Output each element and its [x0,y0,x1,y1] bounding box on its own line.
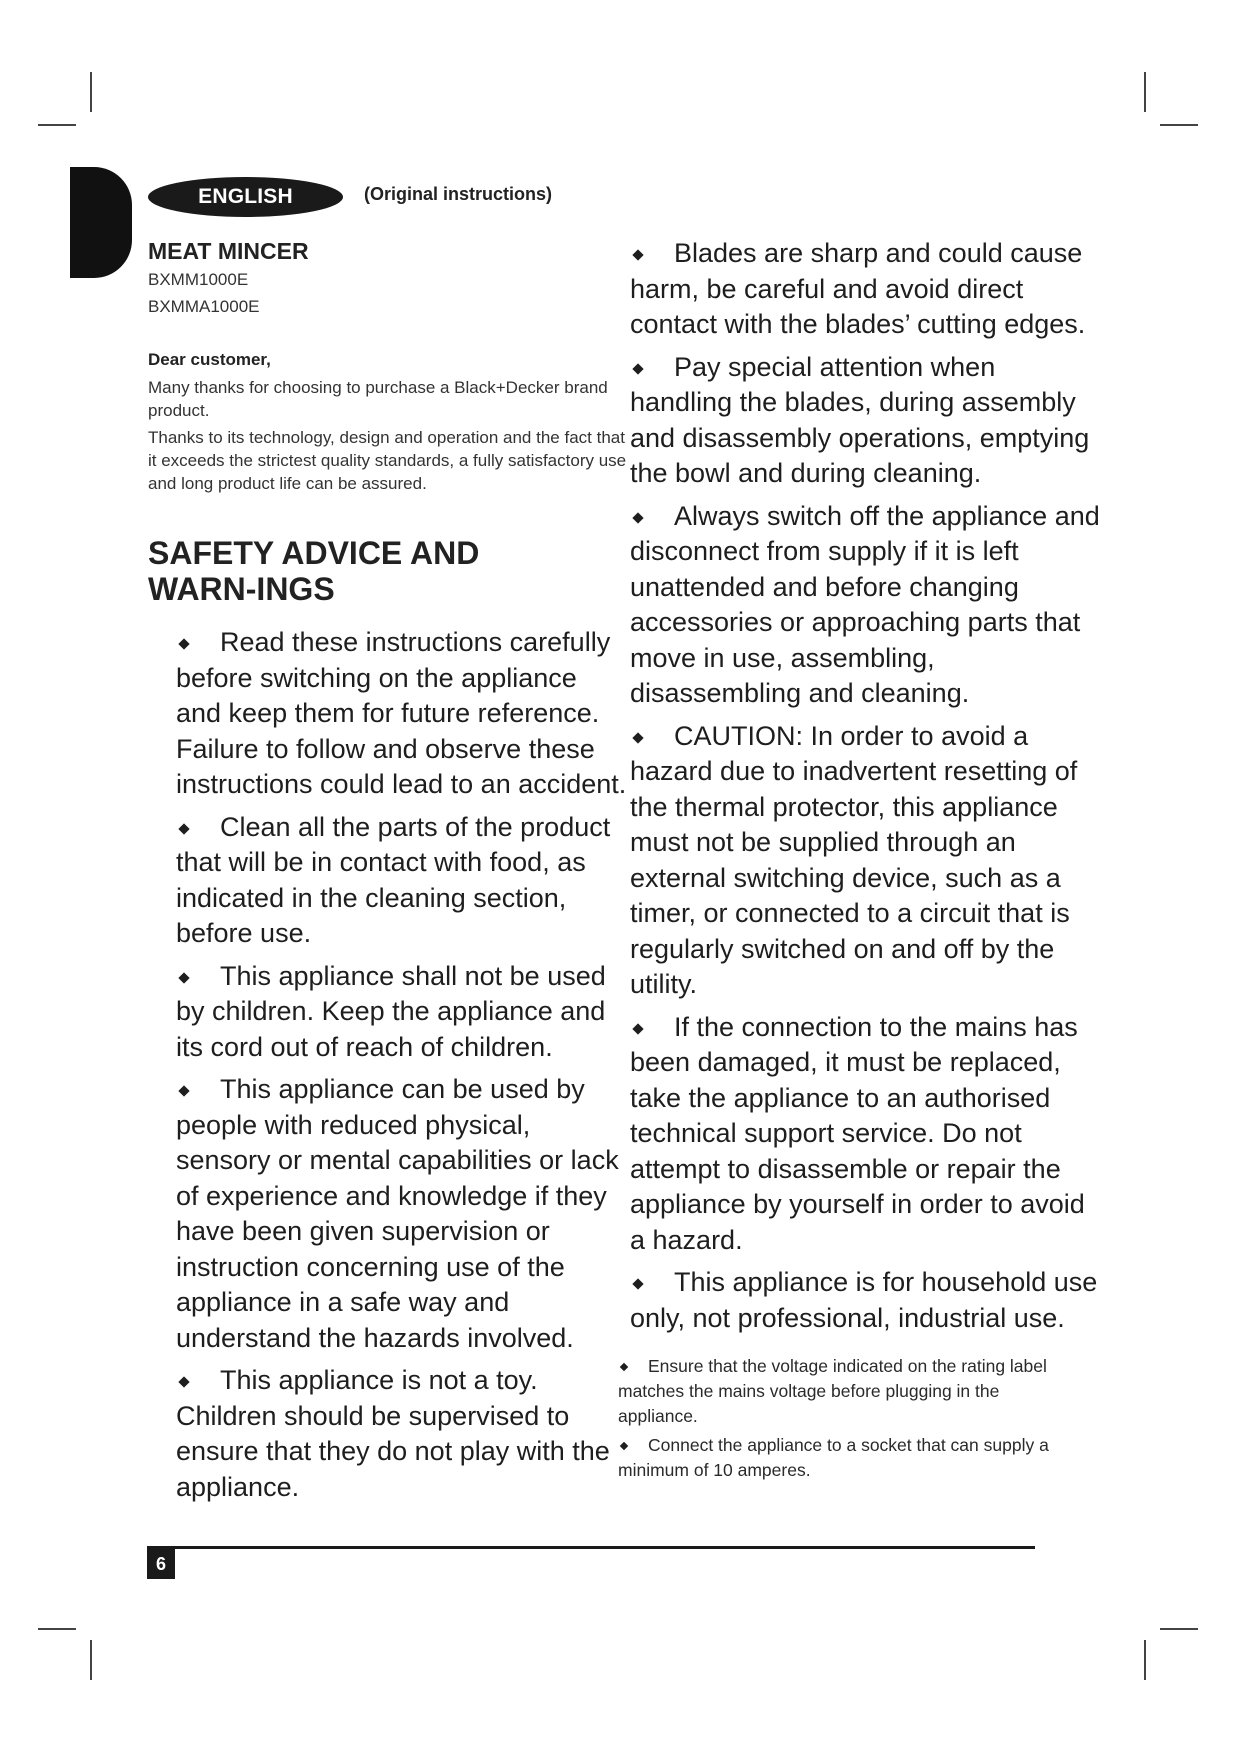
list-item-text: Connect the appliance to a socket that can supply a minimum of 10 amperes. [618,1435,1049,1480]
safety-list-left [148,625,628,1505]
list-item-text: CAUTION: In order to avoid a hazard due to inadvertent resetting of the thermal protector, this appliance must not be supplied through an external switching device, such as a timer, or connected to a circuit that is regularly switched on and off by the utility. [630,720,1078,999]
bullet-icon [620,1442,628,1450]
original-instructions-note: (Original instructions) [364,184,553,204]
crop-mark-bottom-right-v [1144,1640,1146,1680]
bullet-icon [632,249,643,260]
safety-list-right [630,236,1100,1336]
bullet-icon [632,1278,643,1289]
list-item [630,350,1100,492]
list-item-text: This appliance is not a toy. Children should be supervised to ensure that they do not play with the appliance. [176,1365,610,1502]
bullet-icon [178,972,189,983]
bullet-icon [632,1023,643,1034]
list-item [618,1433,1058,1483]
bullet-icon [632,512,643,523]
list-item-text: Clean all the parts of the product that will be in contact with food, as indicated in the cleaning section, before use. [176,811,611,948]
list-item-text: Ensure that the voltage indicated on the rating label matches the mains voltage before plugging in the appliance. [618,1356,1047,1426]
list-item-text: Always switch off the appliance and disconnect from supply if it is left unattended and before changing accessories or approaching parts that move in use, assembling, disassembling and cleaning. [630,500,1100,708]
list-item [618,1354,1058,1429]
section-title: SAFETY ADVICE AND WARN-INGS [148,535,480,607]
list-item-text: If the connection to the mains has been damaged, it must be replaced, take the appliance to an authorised technical support service. Do not attempt to disassemble or repair the appliance by yourself in order to avoid a hazard. [630,1011,1085,1255]
list-item-text: This appliance can be used by people with reduced physical, sensory or mental capabilities or lack of experience and knowledge if they have been given supervision or instruction concerning use of the appliance in a safe way and understand the hazards involved. [176,1074,619,1353]
left-column [148,236,628,1512]
list-item-text: Read these instructions carefully before switching on the appliance and keep them for future reference. Failure to follow and observe these instructions could lead to an accident. [176,627,627,799]
model-number: BXMMA1000E [148,297,260,316]
bullet-icon [178,823,189,834]
crop-mark-top-right-v [1144,72,1146,112]
safety-list-right-small [618,1354,1058,1483]
bullet-icon [178,1085,189,1096]
salutation: Dear customer, [148,350,271,369]
list-item [630,499,1100,712]
crop-mark-bottom-left-v [90,1640,92,1680]
list-item [176,625,628,803]
right-column [618,236,1100,1487]
list-item [630,236,1100,343]
list-item [630,1265,1100,1336]
bullet-icon [632,363,643,374]
list-item [176,810,628,952]
crop-mark-bottom-right-h [1160,1628,1198,1630]
intro-paragraph: Thanks to its technology, design and operation and the fact that it exceeds the strictest quality standards, a fully satisfactory use and long product life can be assured. [148,428,627,493]
product-title: MEAT MINCER [148,238,309,264]
list-item-text: This appliance shall not be used by children. Keep the appliance and its cord out of reach of children. [176,960,606,1062]
list-item [176,1363,628,1505]
list-item-text: This appliance is for household use only, not professional, industrial use. [630,1267,1098,1333]
bullet-icon [178,1376,189,1387]
list-item [630,1010,1100,1259]
language-side-tab [70,167,132,278]
crop-mark-bottom-left-h [38,1628,76,1630]
bullet-icon [178,638,189,649]
list-item-text: Blades are sharp and could cause harm, be careful and avoid direct contact with the blades’ cutting edges. [630,238,1086,339]
list-item [630,719,1100,1003]
language-badge: ENGLISH [148,177,343,217]
intro-paragraph: Many thanks for choosing to purchase a Black+Decker brand product. [148,378,608,420]
bullet-icon [620,1363,628,1371]
list-item [176,1072,628,1356]
bullet-icon [632,732,643,743]
crop-mark-top-left-h [38,124,76,126]
crop-mark-top-left-v [90,72,92,112]
footer-divider [147,1546,1035,1549]
list-item [176,959,628,1066]
crop-mark-top-right-h [1160,124,1198,126]
model-number: BXMM1000E [148,270,249,289]
list-item-text: Pay special attention when handling the blades, during assembly and disassembly operations, emptying the bowl and during cleaning. [630,351,1090,488]
page-number: 6 [147,1549,175,1579]
